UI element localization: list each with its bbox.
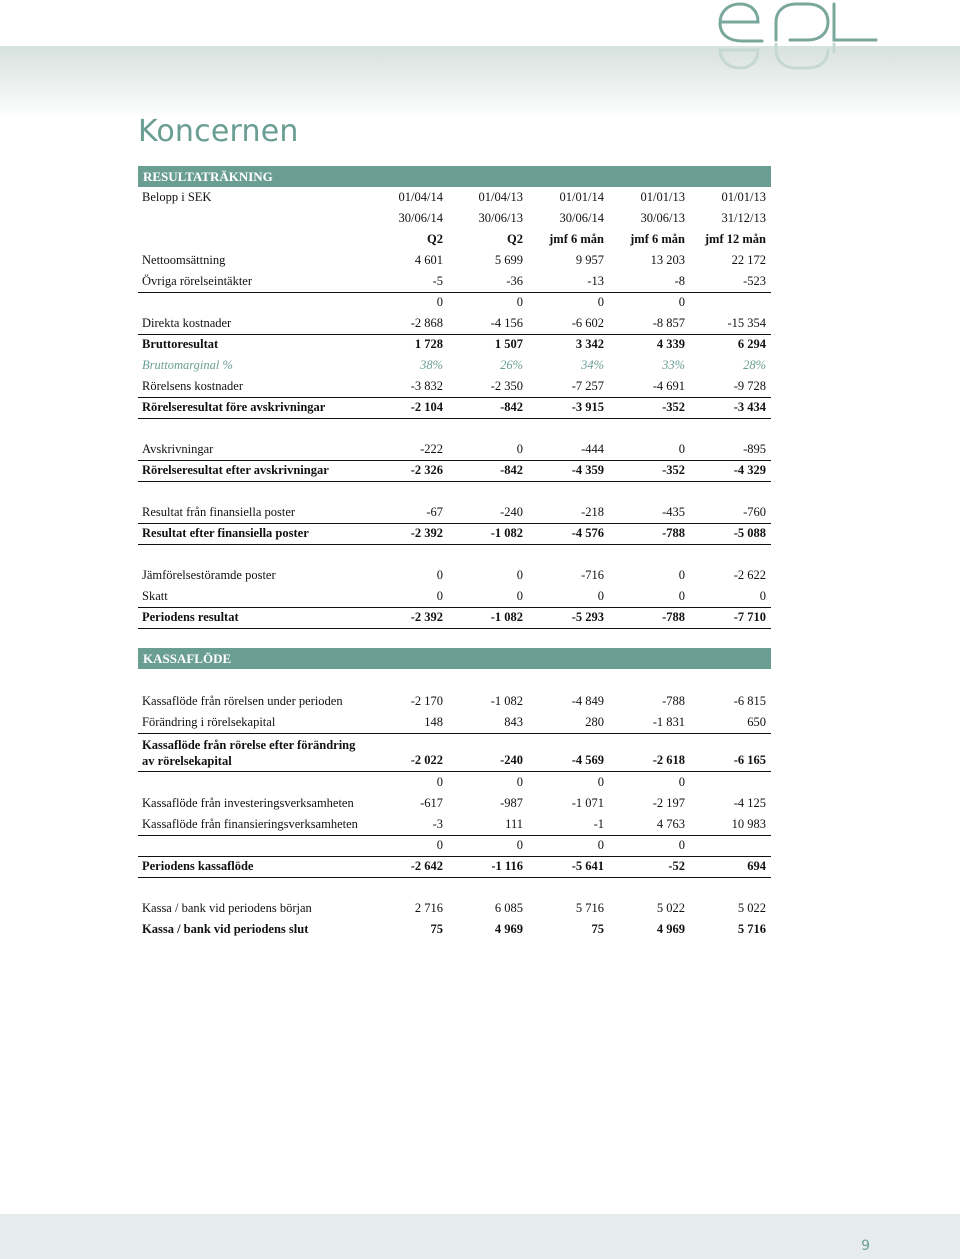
table-row-total xyxy=(138,397,771,419)
row-label: Periodens resultat xyxy=(142,610,239,624)
cell-value: 5 022 xyxy=(656,901,685,915)
cell-value: -218 xyxy=(581,505,604,519)
cell-value: 13 203 xyxy=(650,253,685,267)
cell-value: 0 xyxy=(516,442,523,456)
row-label: Jämförelsestöramde poster xyxy=(142,568,276,582)
row-label: Resultat efter finansiella poster xyxy=(142,526,309,540)
cell-value: 6 294 xyxy=(737,337,766,351)
cell-value: 0 xyxy=(436,589,443,603)
cell-value: -1 xyxy=(593,817,604,831)
row-label: Resultat från finansiella poster xyxy=(142,505,296,519)
cell-value: -842 xyxy=(500,400,523,414)
cell-value: 0 xyxy=(516,589,523,603)
cell-value: -6 165 xyxy=(733,753,766,767)
cell-value: 0 xyxy=(436,775,443,789)
col-header-end-date: 30/06/13 xyxy=(478,211,523,225)
cell-value: 38% xyxy=(420,358,443,372)
cell-value: 0 xyxy=(436,295,443,309)
eql-logo xyxy=(716,0,886,72)
col-header-period: jmf 12 mån xyxy=(704,232,766,246)
row-label: Kassaflöde från finansieringsverksamheten xyxy=(142,817,358,831)
cell-value: 843 xyxy=(504,715,523,729)
cell-value: 0 xyxy=(597,589,604,603)
section-header-cash-flow: KASSAFLÖDE xyxy=(138,648,771,669)
cell-value: -2 197 xyxy=(652,796,685,810)
cell-value: -1 831 xyxy=(652,715,685,729)
table-row xyxy=(138,586,771,608)
row-label: Direkta kostnader xyxy=(142,316,232,330)
cell-value: 0 xyxy=(678,838,685,852)
cell-value: -1 116 xyxy=(491,859,523,873)
section-header-income-statement: RESULTATRÄKNING xyxy=(138,166,771,187)
cell-value: 28% xyxy=(743,358,766,372)
cell-value: 0 xyxy=(759,589,766,603)
cell-value: 0 xyxy=(516,295,523,309)
cell-value: -5 088 xyxy=(733,526,766,540)
row-label: Övriga rörelseintäkter xyxy=(142,274,253,288)
cell-value: 1 507 xyxy=(494,337,523,351)
cell-value: 0 xyxy=(597,295,604,309)
cell-value: -5 293 xyxy=(571,610,604,624)
cell-value: -3 434 xyxy=(733,400,766,414)
table-row xyxy=(138,292,771,313)
cell-value: 0 xyxy=(678,589,685,603)
cell-value: -2 104 xyxy=(410,400,443,414)
cell-value: -523 xyxy=(743,274,766,288)
cell-value: -67 xyxy=(426,505,443,519)
cell-value: -987 xyxy=(500,796,523,810)
col-header-period: Q2 xyxy=(507,232,523,246)
cell-value: 0 xyxy=(597,838,604,852)
cell-value: -444 xyxy=(581,442,604,456)
cell-value: 4 339 xyxy=(656,337,685,351)
row-label: Rörelseresultat efter avskrivningar xyxy=(142,463,329,477)
cell-value: -2 642 xyxy=(410,859,443,873)
cell-value: -4 691 xyxy=(652,379,685,393)
cell-value: -788 xyxy=(662,610,685,624)
cell-value: 0 xyxy=(516,775,523,789)
cell-value: 0 xyxy=(516,568,523,582)
col-header-end-date: 31/12/13 xyxy=(721,211,766,225)
cell-value: -2 622 xyxy=(733,568,766,582)
table-row-total xyxy=(138,523,771,545)
row-label: Rörelsens kostnader xyxy=(142,379,244,393)
row-label: Rörelseresultat före avskrivningar xyxy=(142,400,326,414)
table-row xyxy=(138,793,771,814)
cell-value: -3 832 xyxy=(410,379,443,393)
table-header-row-1 xyxy=(138,187,771,208)
cell-value: -9 728 xyxy=(733,379,766,393)
cell-value: -6 815 xyxy=(733,694,766,708)
row-label: Bruttomarginal % xyxy=(142,358,233,372)
row-label: Kassa / bank vid periodens slut xyxy=(142,922,309,936)
cell-value: -8 xyxy=(674,274,685,288)
cell-value: -1 082 xyxy=(490,694,523,708)
cell-value: -15 354 xyxy=(727,316,766,330)
cell-value: 0 xyxy=(436,838,443,852)
col-header-period: jmf 6 mån xyxy=(549,232,604,246)
col-header-end-date: 30/06/14 xyxy=(398,211,443,225)
cell-value: 5 022 xyxy=(737,901,766,915)
table-row xyxy=(138,250,771,271)
row-label-line-2: av rörelsekapital xyxy=(142,754,232,768)
cell-value: -760 xyxy=(743,505,766,519)
cell-value: -2 326 xyxy=(410,463,443,477)
table-row xyxy=(138,691,771,712)
table-row xyxy=(138,439,771,461)
cell-value: -2 350 xyxy=(490,379,523,393)
row-label xyxy=(142,737,355,769)
cell-value: 6 085 xyxy=(494,901,523,915)
cell-value: -4 359 xyxy=(571,463,604,477)
cell-value: -4 576 xyxy=(571,526,604,540)
page-number: 9 xyxy=(861,1238,870,1254)
cell-value: 0 xyxy=(678,775,685,789)
table-row-total xyxy=(138,460,771,482)
col-header-end-date: 30/06/13 xyxy=(640,211,685,225)
table-row xyxy=(138,772,771,793)
cell-value: 4 969 xyxy=(494,922,523,936)
table-header-row-2 xyxy=(138,208,771,229)
table-row xyxy=(138,565,771,586)
table-row-total xyxy=(138,919,771,940)
col-header-start-date: 01/04/13 xyxy=(478,190,523,204)
cell-value: -2 022 xyxy=(410,753,443,767)
cell-value: 26% xyxy=(500,358,523,372)
cell-value: -4 569 xyxy=(571,753,604,767)
cell-value: -13 xyxy=(587,274,604,288)
cell-value: 5 716 xyxy=(575,901,604,915)
col-header-start-date: 01/01/13 xyxy=(721,190,766,204)
cell-value: 75 xyxy=(430,922,443,936)
cell-value: 2 716 xyxy=(414,901,443,915)
col-header-start-date: 01/01/13 xyxy=(640,190,685,204)
cell-value: -8 857 xyxy=(652,316,685,330)
cell-value: 0 xyxy=(678,295,685,309)
cell-value: -2 868 xyxy=(410,316,443,330)
cell-value: -352 xyxy=(662,400,685,414)
cell-value: -240 xyxy=(500,753,523,767)
cell-value: 10 983 xyxy=(731,817,766,831)
cell-value: 3 342 xyxy=(575,337,604,351)
table-header-row-3 xyxy=(138,229,771,250)
cell-value: -36 xyxy=(506,274,523,288)
cell-value: -7 710 xyxy=(733,610,766,624)
row-label: Kassaflöde från investeringsverksamheten xyxy=(142,796,354,810)
row-label-line-1: Kassaflöde från rörelse efter förändring xyxy=(142,738,356,752)
cell-value: -1 082 xyxy=(490,610,523,624)
cell-value: 4 969 xyxy=(656,922,685,936)
col-header-period: jmf 6 mån xyxy=(630,232,685,246)
cell-value: -240 xyxy=(500,505,523,519)
cell-value: 0 xyxy=(516,838,523,852)
cell-value: 694 xyxy=(747,859,766,873)
cell-value: -7 257 xyxy=(571,379,604,393)
row-label: Bruttoresultat xyxy=(142,337,219,351)
cell-value: 650 xyxy=(747,715,766,729)
table-row-total xyxy=(138,856,771,878)
cell-value: 5 716 xyxy=(737,922,766,936)
table-row xyxy=(138,376,771,398)
cell-value: 4 763 xyxy=(656,817,685,831)
table-row-margin xyxy=(138,355,771,376)
cell-value: 0 xyxy=(436,568,443,582)
page-title: Koncernen xyxy=(138,114,299,149)
cell-value: 9 957 xyxy=(575,253,604,267)
row-label: Nettoomsättning xyxy=(142,253,226,267)
row-label: Kassaflöde från rörelsen under perioden xyxy=(142,694,343,708)
cell-value: -2 392 xyxy=(410,610,443,624)
cell-value: -3 xyxy=(432,817,443,831)
cell-value: -716 xyxy=(581,568,604,582)
table-row xyxy=(138,835,771,857)
col-header-end-date: 30/06/14 xyxy=(559,211,604,225)
cell-value: -4 329 xyxy=(733,463,766,477)
cell-value: -435 xyxy=(662,505,685,519)
row-label: Förändring i rörelsekapital xyxy=(142,715,276,729)
cell-value: -5 xyxy=(432,274,443,288)
cell-value: -222 xyxy=(420,442,443,456)
cell-value: -3 915 xyxy=(571,400,604,414)
cell-value: -2 392 xyxy=(410,526,443,540)
cell-value: 1 728 xyxy=(414,337,443,351)
row-label: Kassa / bank vid periodens början xyxy=(142,901,312,915)
table-row xyxy=(138,502,771,524)
col-header-period: Q2 xyxy=(427,232,443,246)
row-label: Skatt xyxy=(142,589,168,603)
cell-value: 75 xyxy=(591,922,604,936)
cell-value: -1 082 xyxy=(490,526,523,540)
table-row-total xyxy=(138,334,771,355)
cell-value: -895 xyxy=(743,442,766,456)
cell-value: -6 602 xyxy=(571,316,604,330)
cell-value: -1 071 xyxy=(571,796,604,810)
cell-value: -4 125 xyxy=(733,796,766,810)
cell-value: -52 xyxy=(668,859,685,873)
table-row xyxy=(138,712,771,734)
cell-value: -788 xyxy=(662,694,685,708)
cell-value: 4 601 xyxy=(414,253,443,267)
row-label: Periodens kassaflöde xyxy=(142,859,254,873)
currency-label: Belopp i SEK xyxy=(142,190,212,204)
cell-value: 280 xyxy=(585,715,604,729)
cell-value: 5 699 xyxy=(494,253,523,267)
row-label: Avskrivningar xyxy=(142,442,214,456)
table-row xyxy=(138,271,771,293)
cell-value: -617 xyxy=(420,796,443,810)
cell-value: 34% xyxy=(581,358,604,372)
table-row xyxy=(138,814,771,836)
cell-value: -4 156 xyxy=(490,316,523,330)
table-row-total xyxy=(138,735,771,772)
cell-value: 111 xyxy=(505,817,523,831)
cell-value: 0 xyxy=(678,442,685,456)
cell-value: -2 618 xyxy=(652,753,685,767)
col-header-start-date: 01/01/14 xyxy=(559,190,604,204)
cell-value: 0 xyxy=(678,568,685,582)
col-header-start-date: 01/04/14 xyxy=(398,190,443,204)
table-row xyxy=(138,898,771,919)
cell-value: -842 xyxy=(500,463,523,477)
table-row xyxy=(138,313,771,335)
cell-value: 148 xyxy=(424,715,443,729)
cell-value: 0 xyxy=(597,775,604,789)
cell-value: -352 xyxy=(662,463,685,477)
cell-value: 22 172 xyxy=(731,253,766,267)
cell-value: 33% xyxy=(662,358,685,372)
table-row-total xyxy=(138,607,771,629)
footer-band xyxy=(0,1214,960,1259)
cell-value: -788 xyxy=(662,526,685,540)
cell-value: -2 170 xyxy=(410,694,443,708)
cell-value: -5 641 xyxy=(571,859,604,873)
cell-value: -4 849 xyxy=(571,694,604,708)
